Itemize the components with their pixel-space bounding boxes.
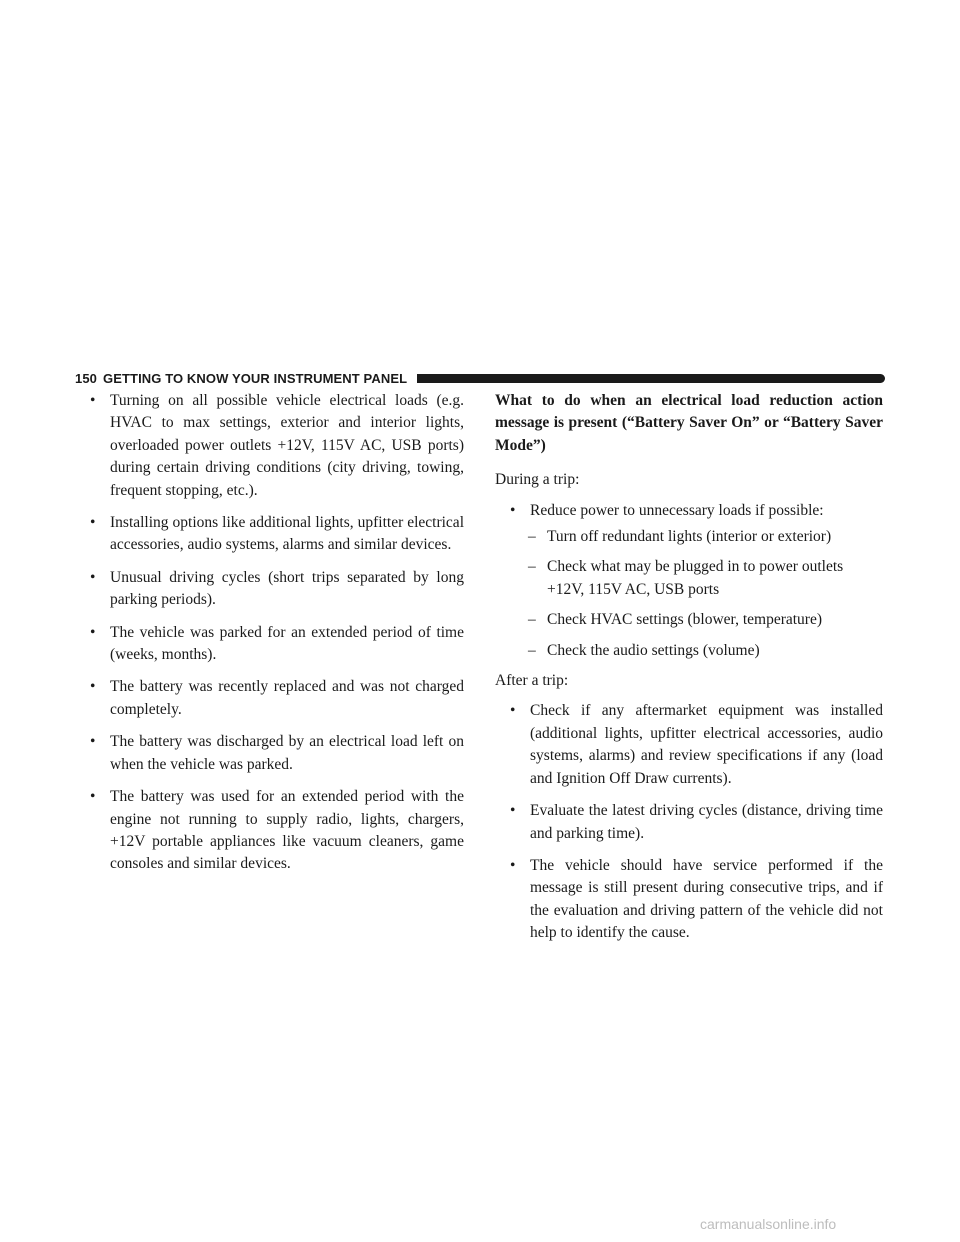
- sub-list-item: – Check the audio settings (volume): [495, 640, 883, 662]
- list-item: • The vehicle was parked for an extended period of time (weeks, months).: [90, 623, 464, 664]
- bullet-icon: •: [90, 788, 96, 806]
- bullet-icon: •: [90, 733, 96, 751]
- sub-list-item: – Turn off redundant lights (interior or exterior): [495, 526, 883, 548]
- list-item: • Unusual driving cycles (short trips separated by long parking periods).: [90, 568, 464, 609]
- dash-icon: –: [528, 528, 536, 546]
- bullet-icon: •: [90, 392, 96, 409]
- list-item: • Evaluate the latest driving cycles (distance, driving time and parking time).: [510, 802, 883, 842]
- sub-list-item: – Check HVAC settings (blower, temperature): [495, 609, 883, 631]
- section-title: GETTING TO KNOW YOUR INSTRUMENT PANEL: [103, 370, 408, 386]
- during-trip-label: During a trip:: [495, 471, 580, 489]
- list-item: • The battery was recently replaced and was not charged completely.: [90, 678, 464, 718]
- bullet-icon: •: [90, 514, 96, 532]
- bullet-icon: •: [90, 568, 96, 586]
- during-trip-list: [495, 500, 883, 522]
- during-trip-sublist: [495, 526, 883, 662]
- after-trip-list: [495, 700, 883, 944]
- sub-list-item: – Check what may be plugged in to power outlets +12V, 115V AC, USB ports: [528, 558, 844, 598]
- left-column: [75, 390, 464, 886]
- page-header: [75, 370, 885, 386]
- list-item: • Turning on all possible vehicle electrical loads (e.g. HVAC to max settings, exterior and interior lights, overloaded power outlets +12V, 115V AC, USB ports) during certain driving conditions (city driving, towing, frequent stopping, etc.).: [90, 392, 464, 499]
- dash-icon: –: [528, 611, 536, 629]
- watermark: carmanualsonline.info: [700, 1216, 837, 1232]
- bullet-icon: •: [510, 702, 516, 720]
- list-item: • Installing options like additional lights, upfitter electrical accessories, audio systems, alarms and similar devices.: [90, 514, 464, 554]
- list-item: • Check if any aftermarket equipment was installed (additional lights, upfitter electrical accessories, audio systems, alarms) and review specifications if any (load and Ignition Off Draw currents).: [510, 702, 883, 787]
- list-item: • Reduce power to unnecessary loads if possible:: [495, 500, 883, 522]
- bullet-icon: •: [510, 501, 516, 519]
- page-number: 150: [75, 370, 97, 386]
- dash-icon: –: [528, 641, 536, 659]
- header-rule: [417, 374, 885, 383]
- after-trip-label: After a trip:: [495, 672, 569, 690]
- bullet-icon: •: [510, 802, 516, 820]
- right-column: [495, 390, 883, 955]
- list-item: • The vehicle should have service performed if the message is still present during consecutive trips, and if the evaluation and driving pattern of the vehicle did not help to identify the cause.: [510, 856, 883, 942]
- dash-icon: –: [528, 558, 536, 576]
- bullet-icon: •: [90, 678, 96, 696]
- cause-list: [75, 390, 464, 876]
- list-item: • The battery was discharged by an electrical load left on when the vehicle was parked.: [90, 733, 464, 773]
- bullet-icon: •: [510, 856, 516, 874]
- list-item: • The battery was used for an extended period with the engine not running to supply radio, lights, chargers, +12V portable appliances like vacuum cleaners, game consoles and similar devices.: [90, 788, 464, 873]
- bullet-icon: •: [90, 623, 96, 641]
- section-heading: What to do when an electrical load reduction action message is present (“Battery Saver On” or “Battery Saver Mode”): [495, 392, 883, 454]
